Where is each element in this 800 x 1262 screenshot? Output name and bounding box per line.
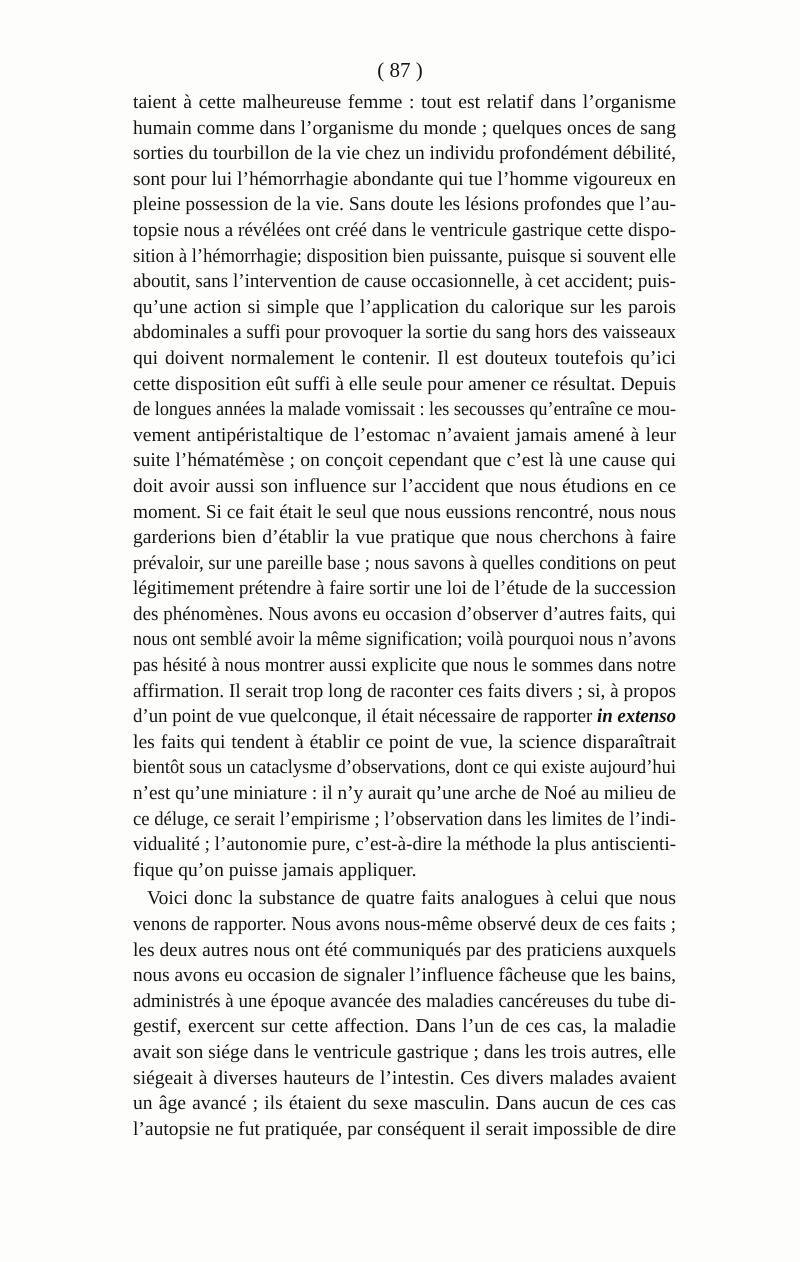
text-line: sont pour lui l’hémorrhagie abondante qui tue l’homme vigoureux en <box>133 168 676 190</box>
text-line: de longues années la malade vomissait : les secousses qu’entraîne ce mou- <box>133 399 677 421</box>
text-line: doit avoir aussi son influence sur l’accident que nous étudions en ce <box>133 475 677 497</box>
text-line: sorties du tourbillon de la vie chez un individu profondément débilité, <box>133 143 676 165</box>
text-line: garderions bien d’établir la vue pratique que nous cherchons à faire <box>133 527 677 549</box>
text-line: les faits qui tendent à établir ce point de vue, la science disparaîtrait <box>133 731 676 753</box>
text-line: des phénomènes. Nous avons eu occasion d’observer d’autres faits, qui <box>133 603 677 625</box>
text-line: qu’une action si simple que l’application du calorique sur les parois <box>133 296 676 318</box>
text-line-head: d’un point de vue quelconque, il était nécessaire de rapporter <box>133 706 597 728</box>
text-line: taient à cette malheureuse femme : tout est relatif dans l’organisme <box>133 92 677 113</box>
text-line: suite l’hématémèse ; on conçoit cependant que c’est là une cause qui <box>133 450 677 472</box>
text-line: qui doivent normalement le contenir. Il est douteux toutefois qu’ici <box>133 347 677 369</box>
text-line: humain comme dans l’organisme du monde ; quelques onces de sang <box>133 117 677 139</box>
text-line: fique qu’on puisse jamais appliquer. <box>133 859 417 881</box>
paragraph-2 <box>133 886 676 1142</box>
text-line: l’autopsie ne fut pratiquée, par conséquent il serait impossible de dire <box>133 1118 677 1140</box>
text-line: les deux autres nous ont été communiqués par des praticiens auxquels <box>133 939 677 961</box>
text-line: un âge avancé ; ils étaient du sexe masculin. Dans aucun de ces cas <box>133 1093 677 1115</box>
text-line: nous ont semblé avoir la même signification; voilà pourquoi nous n’avons <box>133 629 677 651</box>
text-line: gestif, exercent sur cette affection. Dans l’un de ces cas, la maladie <box>133 1016 676 1038</box>
text-line: cette disposition eût suffi à elle seule pour amener ce résultat. Depuis <box>133 373 676 395</box>
text-line: prévaloir, sur une pareille base ; nous savons à quelles conditions on peut <box>133 552 677 574</box>
paragraph-1 <box>133 90 676 883</box>
italic-phrase: in extenso <box>596 706 676 728</box>
page-number: ( 87 ) <box>377 58 423 82</box>
text-line: nous avons eu occasion de signaler l’influence fâcheuse que les bains, <box>133 965 677 987</box>
text-line: siégeait à diverses hauteurs de l’intestin. Ces divers malades avaient <box>133 1067 677 1089</box>
text-line: moment. Si ce fait était le seul que nous eussions rencontré, nous nous <box>133 501 677 523</box>
text-line: avait son siége dans le ventricule gastrique ; dans les trois autres, elle <box>133 1041 676 1063</box>
text-line: administrés à une époque avancée des maladies cancéreuses du tube di- <box>133 990 677 1012</box>
text-line: venons de rapporter. Nous avons nous-même observé deux de ces faits ; <box>133 914 676 935</box>
text-line: sition à l’hémorrhagie; disposition bien puissante, puisque si souvent elle <box>133 245 677 267</box>
text-line: affirmation. Il serait trop long de raconter ces faits divers ; si, à propos <box>133 680 676 702</box>
text-line: bientôt sous un cataclysme d’observations, dont ce qui existe aujourd’hui <box>133 757 677 779</box>
text-line: légitimement prétendre à faire sortir une loi de l’étude de la succession <box>133 578 677 600</box>
text-line: n’est qu’une miniature : il n’y aurait qu’une arche de Noé au milieu de <box>133 783 676 805</box>
text-line: ce déluge, ce serait l’empirisme ; l’observation dans les limites de l’indi- <box>133 808 677 830</box>
text-line: pas hésité à nous montrer aussi explicite que nous le sommes dans notre <box>133 655 676 677</box>
text-line: vement antipéristaltique de l’estomac n’avaient jamais amené à leur <box>133 424 677 446</box>
text-line: topsie nous a révélées ont créé dans le ventricule gastrique cette dispo- <box>133 219 676 241</box>
text-line: Voici donc la substance de quatre faits analogues à celui que nous <box>147 888 676 910</box>
text-line: vidualité ; l’autonomie pure, c’est-à-dire la méthode la plus antiscienti- <box>133 834 676 856</box>
text-line: pleine possession de la vie. Sans doute les lésions profondes que l’au- <box>133 194 677 216</box>
body-text <box>133 90 676 1142</box>
text-line: aboutit, sans l’intervention de cause occasionnelle, à cet accident; puis- <box>133 271 677 293</box>
text-line: abdominales a suffi pour provoquer la sortie du sang hors des vaisseaux <box>133 322 676 344</box>
text-line-with-italic <box>133 704 676 730</box>
